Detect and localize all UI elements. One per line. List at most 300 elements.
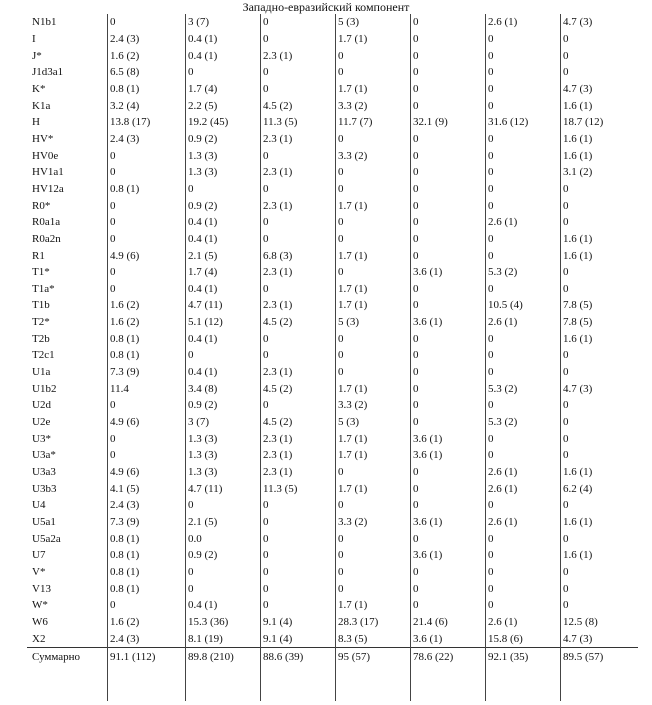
value-cell: 4.7 (11) bbox=[188, 482, 223, 495]
value-cell: 1.7 (1) bbox=[338, 199, 368, 212]
value-cell: 2.1 (5) bbox=[188, 249, 218, 262]
value-cell: 0 bbox=[188, 182, 194, 195]
value-cell: 0 bbox=[110, 449, 116, 462]
value-cell: 2.4 (3) bbox=[110, 132, 140, 145]
value-cell: 19.2 (45) bbox=[188, 116, 229, 129]
haplogroup-name: U3a* bbox=[32, 449, 56, 462]
value-cell: 0 bbox=[338, 499, 344, 512]
haplogroup-name: HV1a1 bbox=[32, 166, 64, 179]
value-cell: 0 bbox=[563, 182, 569, 195]
table-row bbox=[27, 231, 638, 248]
value-cell: 1.7 (1) bbox=[338, 482, 368, 495]
value-cell: 0 bbox=[188, 499, 194, 512]
value-cell: 1.7 (1) bbox=[338, 449, 368, 462]
value-cell: 0 bbox=[488, 499, 494, 512]
value-cell: 0 bbox=[488, 432, 494, 445]
table-row bbox=[27, 630, 638, 647]
value-cell: 0 bbox=[263, 582, 269, 595]
value-cell: 0 bbox=[413, 366, 419, 379]
value-cell: 6.8 (3) bbox=[263, 249, 293, 262]
haplogroup-name: U4 bbox=[32, 499, 46, 512]
value-cell: 0 bbox=[563, 582, 569, 595]
value-cell: 1.3 (3) bbox=[188, 449, 218, 462]
value-cell: 11.3 (5) bbox=[263, 482, 298, 495]
value-cell: 0 bbox=[413, 66, 419, 79]
value-cell: 1.7 (4) bbox=[188, 266, 218, 279]
value-cell: 2.3 (1) bbox=[263, 299, 293, 312]
table-row bbox=[27, 264, 638, 281]
value-cell: 1.7 (1) bbox=[338, 599, 368, 612]
value-cell: 1.6 (2) bbox=[110, 316, 140, 329]
table-row bbox=[27, 64, 638, 81]
column-divider bbox=[107, 14, 108, 701]
value-cell: 0.4 (1) bbox=[188, 599, 218, 612]
value-cell: 92.1 (35) bbox=[485, 647, 560, 667]
table-row bbox=[27, 197, 638, 214]
column-divider bbox=[185, 14, 186, 701]
value-cell: 0 bbox=[338, 349, 344, 362]
value-cell: 1.6 (1) bbox=[563, 249, 593, 262]
table-row bbox=[27, 314, 638, 331]
value-cell: 4.7 (3) bbox=[563, 632, 593, 645]
haplogroup-table bbox=[27, 14, 638, 667]
value-cell: 1.3 (3) bbox=[188, 466, 218, 479]
table-row bbox=[27, 47, 638, 64]
table-row bbox=[27, 564, 638, 581]
haplogroup-name: I bbox=[32, 32, 36, 45]
value-cell: 31.6 (12) bbox=[488, 116, 529, 129]
value-cell: 0 bbox=[263, 32, 269, 45]
value-cell: 0 bbox=[338, 582, 344, 595]
table-row bbox=[27, 580, 638, 597]
value-cell: 6.2 (4) bbox=[563, 482, 593, 495]
table-row bbox=[27, 330, 638, 347]
value-cell: 12.5 (8) bbox=[563, 615, 598, 628]
value-cell: 6.5 (8) bbox=[110, 66, 140, 79]
value-cell: 0 bbox=[263, 565, 269, 578]
table-body bbox=[27, 14, 638, 667]
value-cell: 4.5 (2) bbox=[263, 382, 293, 395]
value-cell: 7.8 (5) bbox=[563, 299, 593, 312]
haplogroup-name: J* bbox=[32, 49, 42, 62]
value-cell: 0 bbox=[488, 182, 494, 195]
table-row bbox=[27, 14, 638, 31]
value-cell: 0 bbox=[413, 182, 419, 195]
value-cell: 0 bbox=[488, 532, 494, 545]
value-cell: 5 (3) bbox=[338, 416, 360, 429]
value-cell: 0.4 (1) bbox=[188, 49, 218, 62]
table-row bbox=[27, 547, 638, 564]
value-cell: 3.6 (1) bbox=[413, 432, 443, 445]
value-cell: 0 bbox=[263, 532, 269, 545]
haplogroup-name: U5a2a bbox=[32, 532, 61, 545]
table-row bbox=[27, 297, 638, 314]
haplogroup-name: N1b1 bbox=[32, 16, 57, 29]
table-row bbox=[27, 97, 638, 114]
value-cell: 2.3 (1) bbox=[263, 266, 293, 279]
value-cell: 0 bbox=[263, 332, 269, 345]
value-cell: 3.1 (2) bbox=[563, 166, 593, 179]
value-cell: 0 bbox=[413, 349, 419, 362]
table-row bbox=[27, 131, 638, 148]
value-cell: 0 bbox=[413, 166, 419, 179]
value-cell: 0 bbox=[110, 149, 116, 162]
value-cell: 0 bbox=[413, 532, 419, 545]
value-cell: 4.1 (5) bbox=[110, 482, 140, 495]
value-cell: 0 bbox=[413, 565, 419, 578]
value-cell: 0 bbox=[488, 199, 494, 212]
value-cell: 2.3 (1) bbox=[263, 449, 293, 462]
value-cell: 0 bbox=[338, 182, 344, 195]
haplogroup-name: U1b2 bbox=[32, 382, 57, 395]
value-cell: 0 bbox=[338, 466, 344, 479]
haplogroup-name: V* bbox=[32, 565, 46, 578]
value-cell: 0.9 (2) bbox=[188, 132, 218, 145]
value-cell: 0 bbox=[263, 549, 269, 562]
value-cell: 0.9 (2) bbox=[188, 549, 218, 562]
value-cell: 0 bbox=[263, 282, 269, 295]
haplogroup-name: T2c1 bbox=[32, 349, 55, 362]
value-cell: 0 bbox=[563, 199, 569, 212]
value-cell: 2.3 (1) bbox=[263, 432, 293, 445]
value-cell: 0 bbox=[263, 182, 269, 195]
table-row bbox=[27, 530, 638, 547]
value-cell: 1.6 (1) bbox=[563, 99, 593, 112]
value-cell: 0 bbox=[488, 399, 494, 412]
value-cell: 1.6 (1) bbox=[563, 232, 593, 245]
value-cell: 0.8 (1) bbox=[110, 82, 140, 95]
value-cell: 1.3 (3) bbox=[188, 166, 218, 179]
value-cell: 0 bbox=[488, 132, 494, 145]
value-cell: 2.3 (1) bbox=[263, 199, 293, 212]
value-cell: 0 bbox=[488, 82, 494, 95]
value-cell: 1.6 (2) bbox=[110, 49, 140, 62]
table-row bbox=[27, 147, 638, 164]
value-cell: 0 bbox=[488, 282, 494, 295]
haplogroup-name: J1d3a1 bbox=[32, 66, 64, 79]
value-cell: 0 bbox=[263, 399, 269, 412]
table-row bbox=[27, 464, 638, 481]
value-cell: 0 bbox=[110, 599, 116, 612]
table-row bbox=[27, 364, 638, 381]
value-cell: 0 bbox=[338, 565, 344, 578]
value-cell: 0 bbox=[338, 232, 344, 245]
value-cell: 0 bbox=[563, 599, 569, 612]
haplogroup-name: R0a1a bbox=[32, 216, 61, 229]
value-cell: 1.7 (1) bbox=[338, 432, 368, 445]
value-cell: 5.3 (2) bbox=[488, 266, 518, 279]
value-cell: 1.7 (1) bbox=[338, 82, 368, 95]
value-cell: 0 bbox=[263, 516, 269, 529]
value-cell: 1.6 (1) bbox=[563, 132, 593, 145]
table-row bbox=[27, 380, 638, 397]
value-cell: 9.1 (4) bbox=[263, 632, 293, 645]
value-cell: 0 bbox=[188, 349, 194, 362]
value-cell: 4.9 (6) bbox=[110, 416, 140, 429]
column-divider bbox=[410, 14, 411, 701]
value-cell: 0 bbox=[413, 49, 419, 62]
value-cell: 2.3 (1) bbox=[263, 366, 293, 379]
value-cell: 2.6 (1) bbox=[488, 516, 518, 529]
value-cell: 3.4 (8) bbox=[188, 382, 218, 395]
value-cell: 11.7 (7) bbox=[338, 116, 373, 129]
value-cell: 0 bbox=[413, 399, 419, 412]
value-cell: 0 bbox=[413, 149, 419, 162]
haplogroup-name: HV* bbox=[32, 132, 54, 145]
haplogroup-name: H bbox=[32, 116, 40, 129]
value-cell: 15.3 (36) bbox=[188, 615, 229, 628]
value-cell: 2.4 (3) bbox=[110, 32, 140, 45]
value-cell: 3 (7) bbox=[188, 16, 210, 29]
value-cell: 0 bbox=[338, 332, 344, 345]
value-cell: 3.6 (1) bbox=[413, 449, 443, 462]
value-cell: 18.7 (12) bbox=[563, 116, 604, 129]
value-cell: 4.7 (3) bbox=[563, 382, 593, 395]
value-cell: 0 bbox=[110, 399, 116, 412]
value-cell: 2.6 (1) bbox=[488, 615, 518, 628]
haplogroup-name: T1* bbox=[32, 266, 50, 279]
value-cell: 0 bbox=[110, 282, 116, 295]
value-cell: 78.6 (22) bbox=[410, 647, 485, 667]
value-cell: 2.4 (3) bbox=[110, 499, 140, 512]
value-cell: 3.6 (1) bbox=[413, 266, 443, 279]
value-cell: 1.6 (1) bbox=[563, 466, 593, 479]
value-cell: 0 bbox=[338, 549, 344, 562]
value-cell: 0 bbox=[338, 166, 344, 179]
value-cell: 2.3 (1) bbox=[263, 132, 293, 145]
value-cell: 2.4 (3) bbox=[110, 632, 140, 645]
table-row bbox=[27, 214, 638, 231]
value-cell: 95 (57) bbox=[335, 647, 410, 667]
table-row bbox=[27, 480, 638, 497]
value-cell: 0 bbox=[563, 266, 569, 279]
value-cell: 0.0 bbox=[188, 532, 202, 545]
value-cell: 21.4 (6) bbox=[413, 615, 448, 628]
value-cell: 0 bbox=[563, 565, 569, 578]
value-cell: 8.1 (19) bbox=[188, 632, 223, 645]
value-cell: 0 bbox=[413, 232, 419, 245]
value-cell: 0 bbox=[263, 149, 269, 162]
haplogroup-name: K1a bbox=[32, 99, 51, 112]
value-cell: 0 bbox=[488, 549, 494, 562]
value-cell: 0 bbox=[563, 449, 569, 462]
value-cell: 0 bbox=[488, 582, 494, 595]
value-cell: 4.5 (2) bbox=[263, 99, 293, 112]
value-cell: 0 bbox=[413, 16, 419, 29]
value-cell: 0.8 (1) bbox=[110, 549, 140, 562]
value-cell: 0 bbox=[413, 99, 419, 112]
haplogroup-name: T2b bbox=[32, 332, 50, 345]
table-row bbox=[27, 397, 638, 414]
table-row bbox=[27, 497, 638, 514]
table-row bbox=[27, 114, 638, 131]
haplogroup-name: HV12a bbox=[32, 182, 64, 195]
value-cell: 0 bbox=[488, 99, 494, 112]
value-cell: 15.8 (6) bbox=[488, 632, 523, 645]
value-cell: 0 bbox=[413, 382, 419, 395]
value-cell: 3.6 (1) bbox=[413, 316, 443, 329]
value-cell: 1.6 (1) bbox=[563, 516, 593, 529]
value-cell: 0.4 (1) bbox=[188, 32, 218, 45]
table-row bbox=[27, 414, 638, 431]
value-cell: 0 bbox=[110, 199, 116, 212]
value-cell: 0 bbox=[488, 49, 494, 62]
value-cell: 0 bbox=[413, 332, 419, 345]
value-cell: 5 (3) bbox=[338, 16, 360, 29]
value-cell: 0 bbox=[488, 166, 494, 179]
value-cell: 0 bbox=[488, 449, 494, 462]
value-cell: 0 bbox=[263, 16, 269, 29]
value-cell: 0.4 (1) bbox=[188, 366, 218, 379]
value-cell: 0 bbox=[263, 82, 269, 95]
value-cell: 0 bbox=[413, 582, 419, 595]
value-cell: 4.9 (6) bbox=[110, 466, 140, 479]
value-cell: 9.1 (4) bbox=[263, 615, 293, 628]
value-cell: 2.6 (1) bbox=[488, 216, 518, 229]
value-cell: 1.7 (4) bbox=[188, 82, 218, 95]
value-cell: 0 bbox=[488, 66, 494, 79]
haplogroup-name: R0a2n bbox=[32, 232, 61, 245]
value-cell: 0 bbox=[338, 366, 344, 379]
value-cell: 0 bbox=[563, 66, 569, 79]
value-cell: 0 bbox=[563, 499, 569, 512]
value-cell: 3.3 (2) bbox=[338, 516, 368, 529]
value-cell: 0 bbox=[338, 266, 344, 279]
value-cell: 3 (7) bbox=[188, 416, 210, 429]
value-cell: 0 bbox=[413, 299, 419, 312]
value-cell: 0 bbox=[488, 232, 494, 245]
value-cell: 5.3 (2) bbox=[488, 382, 518, 395]
value-cell: 5.3 (2) bbox=[488, 416, 518, 429]
haplogroup-name: U7 bbox=[32, 549, 46, 562]
value-cell: 0.4 (1) bbox=[188, 216, 218, 229]
value-cell: 0 bbox=[110, 16, 116, 29]
value-cell: 0 bbox=[563, 49, 569, 62]
value-cell: 8.3 (5) bbox=[338, 632, 368, 645]
value-cell: 3.3 (2) bbox=[338, 149, 368, 162]
value-cell: 5 (3) bbox=[338, 316, 360, 329]
haplogroup-name: T2* bbox=[32, 316, 50, 329]
value-cell: 0.8 (1) bbox=[110, 332, 140, 345]
value-cell: 0 bbox=[338, 132, 344, 145]
value-cell: 0 bbox=[413, 199, 419, 212]
value-cell: 0 bbox=[488, 332, 494, 345]
table-row bbox=[27, 164, 638, 181]
haplogroup-name: U2e bbox=[32, 416, 51, 429]
value-cell: 0 bbox=[110, 216, 116, 229]
value-cell: 0 bbox=[488, 565, 494, 578]
value-cell: 0 bbox=[413, 482, 419, 495]
value-cell: 2.3 (1) bbox=[263, 49, 293, 62]
value-cell: 0 bbox=[488, 599, 494, 612]
value-cell: 0 bbox=[263, 349, 269, 362]
value-cell: 5.1 (12) bbox=[188, 316, 223, 329]
column-divider bbox=[485, 14, 486, 701]
value-cell: 1.6 (2) bbox=[110, 615, 140, 628]
value-cell: 0 bbox=[413, 499, 419, 512]
haplogroup-name: T1a* bbox=[32, 282, 55, 295]
value-cell: 0 bbox=[488, 249, 494, 262]
value-cell: 91.1 (112) bbox=[107, 647, 185, 667]
value-cell: 0 bbox=[488, 149, 494, 162]
value-cell: 2.1 (5) bbox=[188, 516, 218, 529]
value-cell: 0 bbox=[263, 232, 269, 245]
value-cell: 2.6 (1) bbox=[488, 466, 518, 479]
value-cell: 0 bbox=[563, 366, 569, 379]
value-cell: 0 bbox=[563, 399, 569, 412]
value-cell: 0.4 (1) bbox=[188, 282, 218, 295]
table-row bbox=[27, 247, 638, 264]
table-row bbox=[27, 347, 638, 364]
value-cell: 0 bbox=[413, 416, 419, 429]
value-cell: 3.6 (1) bbox=[413, 632, 443, 645]
value-cell: 0 bbox=[110, 232, 116, 245]
value-cell: 0 bbox=[110, 266, 116, 279]
table-row bbox=[27, 430, 638, 447]
value-cell: 3.3 (2) bbox=[338, 399, 368, 412]
value-cell: 7.3 (9) bbox=[110, 516, 140, 529]
haplogroup-name: U2d bbox=[32, 399, 51, 412]
value-cell: 4.5 (2) bbox=[263, 316, 293, 329]
value-cell: 7.3 (9) bbox=[110, 366, 140, 379]
value-cell: 28.3 (17) bbox=[338, 615, 379, 628]
value-cell: 0 bbox=[413, 466, 419, 479]
value-cell: 3.3 (2) bbox=[338, 99, 368, 112]
value-cell: 10.5 (4) bbox=[488, 299, 523, 312]
value-cell: 0 bbox=[110, 166, 116, 179]
value-cell: 0 bbox=[338, 49, 344, 62]
table-row bbox=[27, 447, 638, 464]
haplogroup-name: K* bbox=[32, 82, 46, 95]
value-cell: 11.3 (5) bbox=[263, 116, 298, 129]
value-cell: 0 bbox=[263, 599, 269, 612]
haplogroup-name: HV0e bbox=[32, 149, 59, 162]
value-cell: 3.6 (1) bbox=[413, 549, 443, 562]
value-cell: 0 bbox=[563, 32, 569, 45]
value-cell: 0.9 (2) bbox=[188, 199, 218, 212]
value-cell: 1.6 (1) bbox=[563, 149, 593, 162]
column-divider bbox=[560, 14, 561, 701]
value-cell: 1.6 (2) bbox=[110, 299, 140, 312]
value-cell: 0 bbox=[563, 416, 569, 429]
value-cell: 1.6 (1) bbox=[563, 549, 593, 562]
value-cell: 1.3 (3) bbox=[188, 432, 218, 445]
value-cell: 89.8 (210) bbox=[185, 647, 260, 667]
value-cell: 11.4 bbox=[110, 382, 129, 395]
haplogroup-name: R1 bbox=[32, 249, 45, 262]
value-cell: 0 bbox=[338, 216, 344, 229]
value-cell: 0.4 (1) bbox=[188, 332, 218, 345]
table-title: Западно-евразийский компонент bbox=[242, 0, 410, 14]
haplogroup-name: U3b3 bbox=[32, 482, 57, 495]
value-cell: 0 bbox=[413, 599, 419, 612]
value-cell: 0.9 (2) bbox=[188, 399, 218, 412]
value-cell: 0 bbox=[563, 532, 569, 545]
haplogroup-name: W6 bbox=[32, 615, 48, 628]
table-row bbox=[27, 514, 638, 531]
value-cell: 2.6 (1) bbox=[488, 16, 518, 29]
value-cell: 0 bbox=[413, 132, 419, 145]
value-cell: 1.6 (1) bbox=[563, 332, 593, 345]
value-cell: 0 bbox=[110, 432, 116, 445]
value-cell: 13.8 (17) bbox=[110, 116, 151, 129]
value-cell: 2.6 (1) bbox=[488, 316, 518, 329]
table-row bbox=[27, 281, 638, 298]
value-cell: 0 bbox=[263, 216, 269, 229]
value-cell: 0 bbox=[413, 282, 419, 295]
table-row bbox=[27, 31, 638, 48]
value-cell: 0 bbox=[188, 66, 194, 79]
